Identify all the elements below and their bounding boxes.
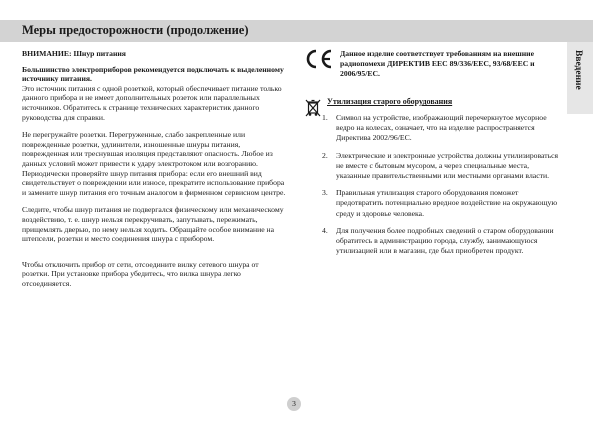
list-item bbox=[322, 188, 560, 219]
page-title: Меры предосторожности (продолжение) bbox=[22, 23, 249, 37]
section-side-tab bbox=[567, 42, 593, 114]
list-item-number: 1. bbox=[322, 113, 328, 122]
ce-mark-icon bbox=[304, 48, 334, 70]
disposal-heading: Утилизация старого оборудования bbox=[327, 97, 453, 106]
warning-title: ВНИМАНИЕ: Шнур питания bbox=[22, 49, 126, 58]
list-item-number: 3. bbox=[322, 188, 328, 198]
list-item-text: Правильная утилизация старого оборудования поможет предотвратить потенциально вредное воздействие на окружающую среду и здоровье человека. bbox=[336, 188, 558, 218]
list-item-number: 4. bbox=[322, 225, 328, 235]
page-number-badge: 3 bbox=[287, 397, 301, 411]
ce-compliance-text: Данное изделие соответствует требованиям на внешние радиопомехи ДИРЕКТИВ ЕЕС 89/336/ЕЕС, 93/68/ЕЕС и 2006/95/ЕС. bbox=[340, 49, 535, 78]
paragraph-cord-protection: Следите, чтобы шнур питания не подвергался физическому или механическому воздействию, т. е. шнур нельзя перекручивать, запутывать, пережимать, прищемлять дверью, по нему нельзя ходить. Обращайте особое внимание на штепсели, розетки и место соединения шнура с прибором. bbox=[22, 205, 284, 244]
list-item bbox=[322, 151, 560, 182]
list-item-text: Электрические и электронные устройства должны утилизироваться не вместе с бытовым мусором, а через специальные места, указанные правительственными или местными органами власти. bbox=[336, 150, 559, 181]
paragraph-disconnect: Чтобы отключить прибор от сети, отсоедините вилку сетевого шнура от розетки. При установке прибора убедитесь, что вилка шнура легко отсоединяется. bbox=[22, 259, 259, 288]
warning-lead: Большинство электроприборов рекомендуется подключать к выделенному источнику питания. bbox=[22, 64, 284, 84]
list-item-number: 2. bbox=[322, 150, 328, 160]
side-tab-label: Введение bbox=[573, 50, 583, 90]
list-item-text: Символ на устройстве, изображающий перечеркнутое мусорное ведро на колесах, означает, что на изделие распространяется Директива 2002/96/ЕС. bbox=[336, 113, 547, 143]
list-item bbox=[322, 113, 560, 144]
paragraph-dedicated-outlet: Это источник питания с одной розеткой, который обеспечивает питание только данного прибора и не имеет дополнительных розеток или параллельных источников. Обратитесь к странице технических характеристик данного руководства для справки. bbox=[22, 83, 282, 122]
disposal-list bbox=[322, 113, 560, 263]
crossed-out-wheelie-bin-icon bbox=[305, 98, 321, 118]
list-item bbox=[322, 226, 560, 257]
section-header bbox=[0, 20, 593, 42]
paragraph-overload: Не перегружайте розетки. Перегруженные, слабо закрепленные или поврежденные розетки, удлинители, изношенные шнуры питания, поврежденная или треснувшая изоляция представляют опасность. Любое из данных условий может привести к удару электротоком или возгоранию. Периодически проверяйте шнур питания прибора: если его внешний вид свидетельствует о повреждении или износе, прекратите использование прибора и замените шнур питания его точным аналогом в фирменном сервисном центре. bbox=[22, 130, 286, 197]
list-item-text: Для получения более подробных сведений о старом оборудовании обратитесь в администрацию города, службу, занимающуюся утилизацией или в магазин, где был приобретен продукт. bbox=[336, 225, 554, 256]
power-cord-warning-column bbox=[22, 49, 287, 288]
